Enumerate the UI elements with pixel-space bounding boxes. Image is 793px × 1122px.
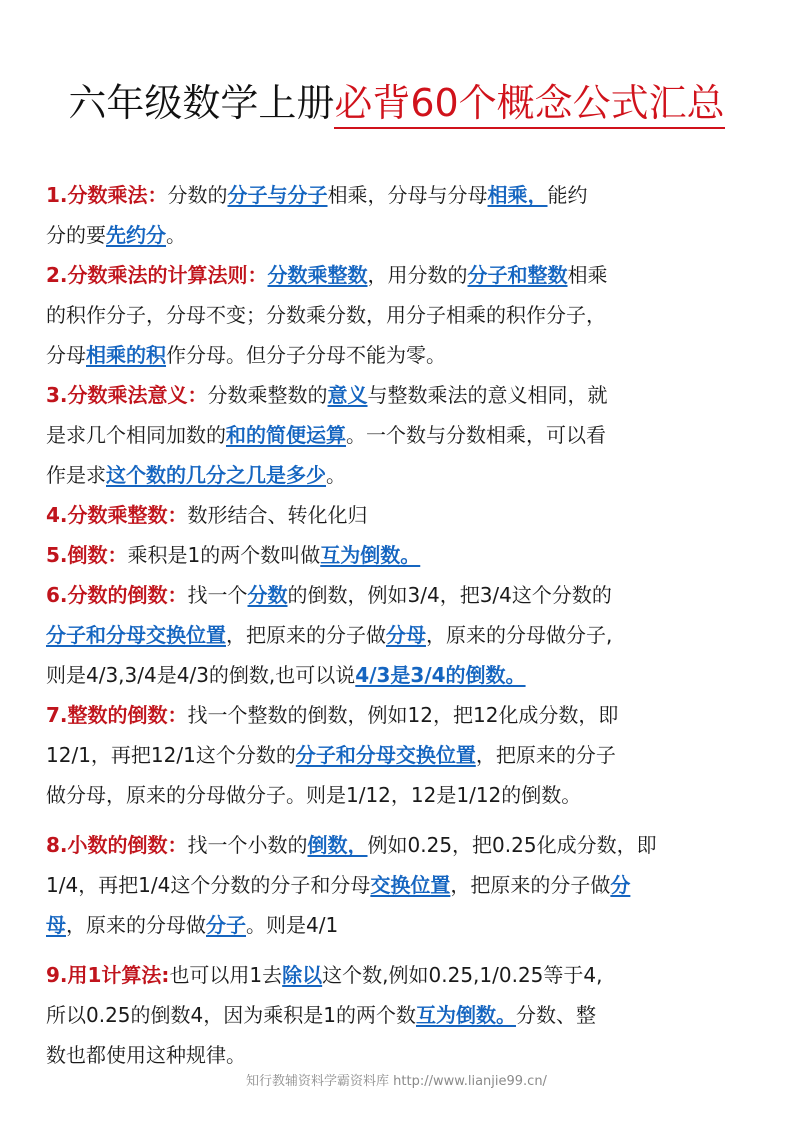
key-phrase: 分母 xyxy=(386,623,426,647)
concept-item xyxy=(46,375,773,495)
text-line xyxy=(46,865,773,905)
text-line xyxy=(46,495,773,535)
body-text: 找一个小数的 xyxy=(187,833,308,857)
body-text: ，用分数的 xyxy=(367,263,468,287)
text-line xyxy=(46,615,773,655)
body-text: 数也都使用这种规律。 xyxy=(46,1043,246,1067)
text-line xyxy=(46,295,773,335)
concept-heading: 2.分数乘法的计算法则： xyxy=(46,263,268,287)
key-phrase: 意义 xyxy=(327,383,368,407)
concept-heading: 4.分数乘整数： xyxy=(46,503,188,527)
concept-heading: 7.整数的倒数： xyxy=(46,703,188,727)
body-text: 这个数,例如0.25,1/0.25等于4, xyxy=(322,963,603,987)
body-text: ，把原来的分子做 xyxy=(226,623,386,647)
concept-item xyxy=(46,495,773,535)
key-phrase: 分数 xyxy=(247,583,288,607)
key-phrase: 倒数， xyxy=(307,833,368,857)
title-part-red: 必背60个概念公式汇总 xyxy=(334,81,724,129)
body-text: 。 xyxy=(326,463,346,487)
body-text: 12/1，再把12/1这个分数的 xyxy=(46,743,296,767)
text-line xyxy=(46,955,773,995)
text-line xyxy=(46,905,773,945)
text-line xyxy=(46,255,773,295)
page-title xyxy=(0,78,793,128)
body-text: 分数的 xyxy=(167,183,228,207)
key-phrase: 先约分 xyxy=(106,223,166,247)
body-text: 做分母，原来的分母做分子。则是1/12，12是1/12的倒数。 xyxy=(46,783,582,807)
text-line xyxy=(46,415,773,455)
concept-list xyxy=(46,175,773,1075)
concept-heading: 3.分数乘法意义： xyxy=(46,383,208,407)
body-text: 相乘 xyxy=(567,263,608,287)
body-text: 1/4，再把1/4这个分数的分子和分母 xyxy=(46,873,371,897)
text-line xyxy=(46,735,773,775)
key-phrase: 分子 xyxy=(206,913,246,937)
text-line xyxy=(46,825,773,865)
text-line xyxy=(46,175,773,215)
text-line xyxy=(46,335,773,375)
text-line xyxy=(46,995,773,1035)
key-phrase: 互为倒数。 xyxy=(320,543,421,567)
body-text: 的积作分子，分母不变；分数乘分数，用分子相乘的积作分子， xyxy=(46,303,606,327)
key-phrase: 除以 xyxy=(282,963,323,987)
body-text: 作是求 xyxy=(46,463,106,487)
body-text: 所以0.25的倒数4，因为乘积是1的两个数 xyxy=(46,1003,416,1027)
body-text: 与整数乘法的意义相同，就 xyxy=(367,383,608,407)
title-part-black: 六年级数学上册 xyxy=(68,81,335,125)
concept-heading: 1.分数乘法： xyxy=(46,183,168,207)
body-text: 分母 xyxy=(46,343,86,367)
concept-item xyxy=(46,825,773,945)
text-line xyxy=(46,375,773,415)
body-text: 。 xyxy=(166,223,186,247)
body-text: 的倒数，例如3/4，把3/4这个分数的 xyxy=(287,583,612,607)
key-phrase: 和的简便运算 xyxy=(226,423,346,447)
key-phrase: 分数乘整数 xyxy=(267,263,368,287)
key-phrase: 母 xyxy=(46,913,66,937)
key-phrase: 分子和整数 xyxy=(467,263,568,287)
key-phrase: 分子和分母交换位置 xyxy=(46,623,226,647)
body-text: 分数乘整数的 xyxy=(207,383,328,407)
body-text: 是求几个相同加数的 xyxy=(46,423,226,447)
key-phrase: 相乘的积 xyxy=(86,343,166,367)
body-text: 分的要 xyxy=(46,223,106,247)
text-line xyxy=(46,655,773,695)
body-text: ，把原来的分子 xyxy=(475,743,616,767)
body-text: ，原来的分母做 xyxy=(66,913,206,937)
text-line xyxy=(46,215,773,255)
text-line xyxy=(46,535,773,575)
key-phrase: 交换位置 xyxy=(370,873,451,897)
text-line xyxy=(46,775,773,815)
body-text: ，原来的分母做分子, xyxy=(426,623,613,647)
key-phrase: 这个数的几分之几是多少 xyxy=(106,463,326,487)
body-text: ，把原来的分子做 xyxy=(450,873,611,897)
body-text: 数形结合、转化化归 xyxy=(187,503,368,527)
concept-item xyxy=(46,175,773,255)
concept-heading: 5.倒数： xyxy=(46,543,128,567)
key-phrase: 互为倒数。 xyxy=(415,1003,516,1027)
key-phrase: 相乘， xyxy=(487,183,548,207)
concept-item xyxy=(46,255,773,375)
body-text: 也可以用1去 xyxy=(169,963,283,987)
key-phrase: 4/3是3/4的倒数。 xyxy=(355,663,526,687)
body-text: 相乘，分母与分母 xyxy=(327,183,488,207)
concept-item xyxy=(46,535,773,575)
key-phrase: 分 xyxy=(610,873,631,897)
body-text: 。一个数与分数相乘，可以看 xyxy=(346,423,606,447)
concept-item xyxy=(46,955,773,1075)
body-text: 则是4/3,3/4是4/3的倒数,也可以说 xyxy=(46,663,356,687)
key-phrase: 分子和分母交换位置 xyxy=(295,743,476,767)
concept-item xyxy=(46,575,773,695)
concept-heading: 8.小数的倒数： xyxy=(46,833,188,857)
concept-heading: 9.用1计算法: xyxy=(46,963,170,987)
body-text: 能约 xyxy=(547,183,588,207)
text-line xyxy=(46,1035,773,1075)
body-text: 分数、整 xyxy=(515,1003,596,1027)
body-text: 作分母。但分子分母不能为零。 xyxy=(166,343,446,367)
text-line xyxy=(46,695,773,735)
body-text: 。则是4/1 xyxy=(246,913,339,937)
concept-item xyxy=(46,695,773,815)
body-text: 找一个整数的倒数，例如12，把12化成分数，即 xyxy=(187,703,619,727)
body-text: 找一个 xyxy=(187,583,248,607)
body-text: 乘积是1的两个数叫做 xyxy=(127,543,321,567)
text-line xyxy=(46,455,773,495)
body-text: 例如0.25，把0.25化成分数，即 xyxy=(367,833,657,857)
key-phrase: 分子与分子 xyxy=(227,183,328,207)
footer-watermark: 知行教辅资料学霸资料库 http://www.lianjie99.cn/ xyxy=(246,1074,547,1089)
concept-heading: 6.分数的倒数： xyxy=(46,583,188,607)
text-line xyxy=(46,575,773,615)
